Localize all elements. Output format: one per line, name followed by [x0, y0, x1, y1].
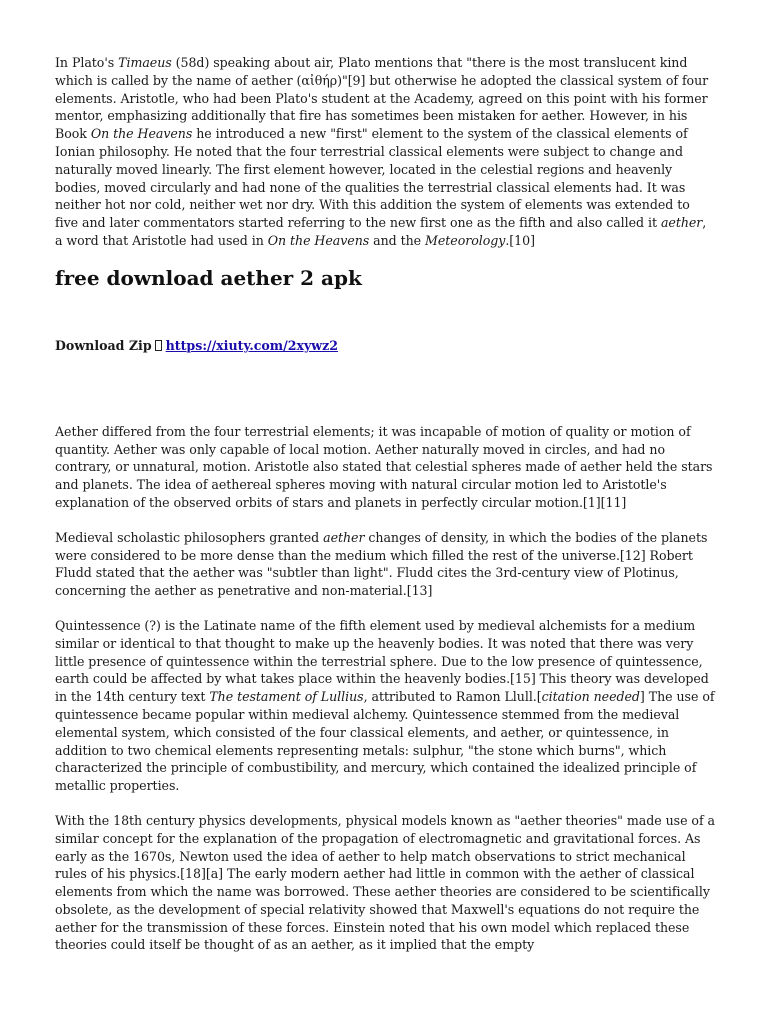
intro-text-3: he introduced a new "first" element to the system of the classical elements of Ionian philosophy. He noted that the four terrestrial classical elements were subject to change and naturally moved linearly. The first element however, located in the celestial regions and heavenly bodies, moved circularly and had none of the qualities the terrestrial classical elements had. It was neither hot nor cold, neither wet nor dry. With this addition the system of elements was extended to five and later commentators started referring to the new first one as the fifth and also called it: [55, 126, 690, 231]
spacer: [55, 795, 715, 812]
download-row: [55, 337, 715, 355]
intro-italic-heavens: On the Heavens: [90, 126, 193, 142]
download-label: Download Zip: [55, 337, 152, 353]
intro-text-4: , a word that Aristotle had used in: [55, 215, 707, 248]
para4-text-1: Quintessence (?) is the Latinate name of the fifth element used by medieval alchemists for a medium similar or identical to that thought to make up the heavenly bodies. It was noted that there was very little presence of quintessence within the terrestrial sphere. Due to the low presence of quintessence, earth could be affected by what takes place within the heavenly bodies.[15] This theory was developed in the 14th century text: [55, 617, 709, 705]
missing-glyph-icon: [155, 340, 162, 351]
para4-text-2: , attributed to Ramon Llull.[: [363, 689, 542, 705]
paragraph-physics: With the 18th century physics developments, physical models known as "aether theories" made use of a similar concept for the explanation of the propagation of electromagnetic and gravitational forces. As early as the 1670s, Newton used the idea of aether to help match observations to strict mechanical rules of his physics.[18][a] The early modern aether had little in common with the aether of classical elements from which the name was borrowed. These aether theories are considered to be scientifically obsolete, as the development of special relativity showed that Maxwell's equations do not require the aether for the transmission of these forces. Einstein noted that his own model which replaced these theories could itself be thought of as an aether, as it implied that the empty: [55, 812, 715, 953]
document-page: [55, 54, 715, 954]
spacer: [55, 355, 715, 423]
para4-italic-testament: The testament of Lullius: [209, 689, 364, 705]
spacer: [55, 600, 715, 617]
para4-text-3: ] The use of quintessence became popular within medieval alchemy. Quintessence stemmed from the medieval elemental system, which consisted of the four classical elements, and aether, or quintessence, in addition to two chemical elements representing metals: sulphur, "the stone which burns", which characterized the principle of combustibility, and mercury, which contained the idealized principle of metallic properties.: [55, 689, 715, 794]
download-link[interactable]: https://xiuty.com/2xywz2: [165, 337, 339, 353]
intro-italic-timaeus: Timaeus: [118, 55, 172, 70]
paragraph-quintessence: [55, 617, 715, 795]
paragraph-motion: Aether differed from the four terrestrial elements; it was incapable of motion of quality or motion of quantity. Aether was only capable of local motion. Aether naturally moved in circles, and had no contrary, or unnatural, motion. Aristotle also stated that celestial spheres made of aether held the stars and planets. The idea of aethereal spheres moving with natural circular motion led to Aristotle's explanation of the observed orbits of stars and planets in perfectly circular motion.[1][11]: [55, 423, 713, 510]
intro-italic-heavens-2: On the Heavens: [267, 232, 370, 248]
intro-text-2: (58d) speaking about air, Plato mentions that "there is the most translucent kind which is called by the name of aether (αἰθήρ)"[9] but otherwise he adopted the classical system of four elements. Aristotle, who had been Plato's student at the Academy, agreed on this point with his former mentor, emphasizing additionally that fire has sometimes been mistaken for aether. However, in his Book: [55, 55, 709, 142]
para3-text-2: changes of density, in which the bodies of the planets were considered to be more dense than the medium which filled the rest of the universe.[12] Robert Fludd stated that the aether was "subtler than light". Fludd cites the 3rd-century view of Plotinus, concerning the aether as penetrative and non-material.[13]: [55, 529, 708, 599]
paragraph-medieval: [55, 529, 715, 600]
intro-text-6: .[10]: [505, 232, 535, 248]
spacer: [55, 512, 715, 529]
page-heading: free download aether 2 apk: [55, 265, 362, 290]
intro-italic-aether: aether: [660, 215, 703, 231]
para4-italic-citation: citation needed: [541, 689, 640, 705]
intro-text-5: and the: [369, 232, 426, 248]
para3-text-1: Medieval scholastic philosophers granted: [55, 529, 324, 545]
intro-paragraph: [55, 54, 715, 250]
intro-italic-meteorology: Meteorology: [425, 232, 506, 248]
intro-text-1: In Plato's: [55, 55, 119, 70]
para3-italic-aether: aether: [323, 529, 365, 545]
